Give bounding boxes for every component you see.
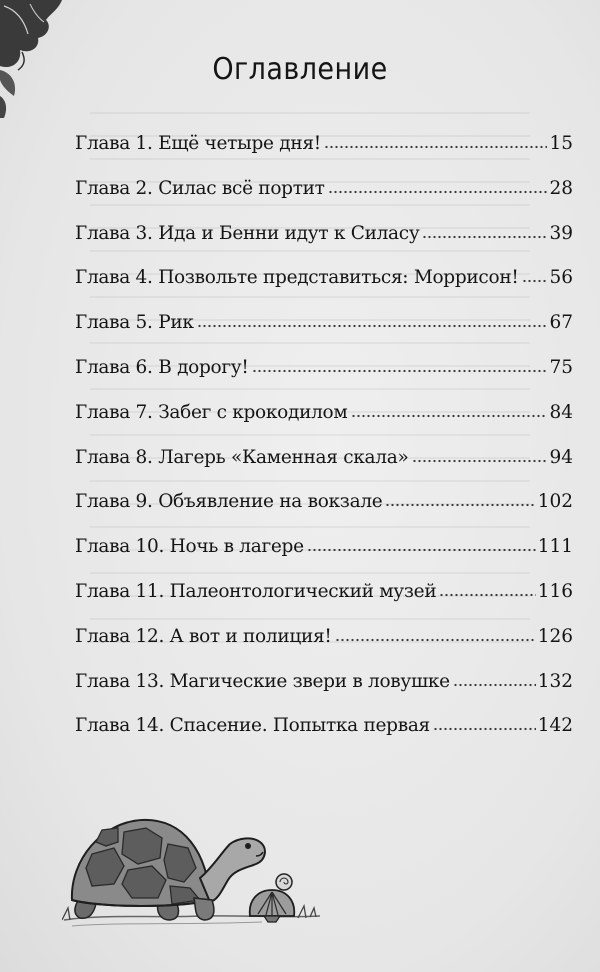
toc-entry	[75, 447, 573, 492]
chapter-title: Глава 5. Рик	[75, 312, 194, 334]
chapter-title: Глава 12. А вот и полиция!	[75, 625, 332, 647]
dot-leader	[252, 369, 548, 373]
chapter-title: Глава 6. В дорогу!	[75, 356, 249, 378]
dot-leader	[197, 324, 548, 328]
dot-leader	[335, 638, 536, 642]
toc-entry	[75, 671, 573, 716]
chapter-title: Глава 9. Объявление на вокзале	[75, 491, 383, 513]
dot-leader	[439, 593, 535, 597]
toc-entry	[75, 581, 573, 626]
toc-entry	[75, 357, 573, 402]
toc-entry	[75, 402, 573, 447]
page-number: 15	[549, 133, 573, 154]
chapter-title: Глава 11. Палеонтологический музей	[75, 580, 437, 602]
page-number: 84	[549, 401, 573, 423]
page-number: 116	[537, 580, 573, 602]
chapter-title: Глава 13. Магические звери в ловушке	[75, 670, 450, 692]
chapter-title: Глава 10. Ночь в лагере	[75, 536, 304, 558]
chapter-title: Глава 4. Позвольте представиться: Моррисон!	[75, 267, 519, 289]
chapter-title: Глава 8. Лагерь «Каменная скала»	[75, 446, 409, 468]
dot-leader	[522, 279, 548, 283]
chapter-title: Глава 1. Ещё четыре дня!	[75, 133, 321, 154]
chapter-title: Глава 14. Спасение. Попытка первая	[75, 715, 430, 737]
toc-entry	[75, 312, 573, 357]
toc-entry	[75, 536, 573, 581]
page-number: 126	[537, 625, 573, 647]
page-number: 39	[549, 222, 573, 244]
page-title: Оглавление	[212, 52, 388, 88]
dot-leader	[385, 503, 535, 507]
dot-leader	[307, 548, 536, 552]
toc-entry	[75, 491, 573, 536]
page-number: 56	[549, 267, 573, 289]
page-number: 75	[549, 356, 573, 378]
chapter-title: Глава 2. Силас всё портит	[75, 177, 325, 199]
page-number: 132	[537, 670, 573, 692]
chapter-title: Глава 7. Забег с крокодилом	[75, 401, 348, 423]
toc-entry	[75, 223, 573, 268]
dot-leader	[328, 190, 548, 194]
dot-leader	[412, 459, 548, 463]
toc-entry	[75, 133, 573, 178]
toc-entry	[75, 626, 573, 671]
page-number: 142	[537, 715, 573, 737]
dot-leader	[453, 683, 536, 687]
page-number: 111	[537, 536, 573, 558]
dot-leader	[324, 145, 548, 149]
page-number: 102	[537, 491, 573, 513]
table-of-contents	[75, 133, 573, 760]
page-number: 28	[549, 177, 573, 199]
turtle-and-shells-illustration	[62, 808, 322, 933]
dot-leader	[422, 235, 547, 239]
toc-entry	[75, 267, 573, 312]
page-number: 67	[549, 312, 573, 334]
toc-entry	[75, 178, 573, 223]
page-number: 94	[549, 446, 573, 468]
toc-entry	[75, 715, 573, 760]
dot-leader	[351, 414, 548, 418]
chapter-title: Глава 3. Ида и Бенни идут к Силасу	[75, 222, 420, 244]
dot-leader	[433, 727, 536, 731]
